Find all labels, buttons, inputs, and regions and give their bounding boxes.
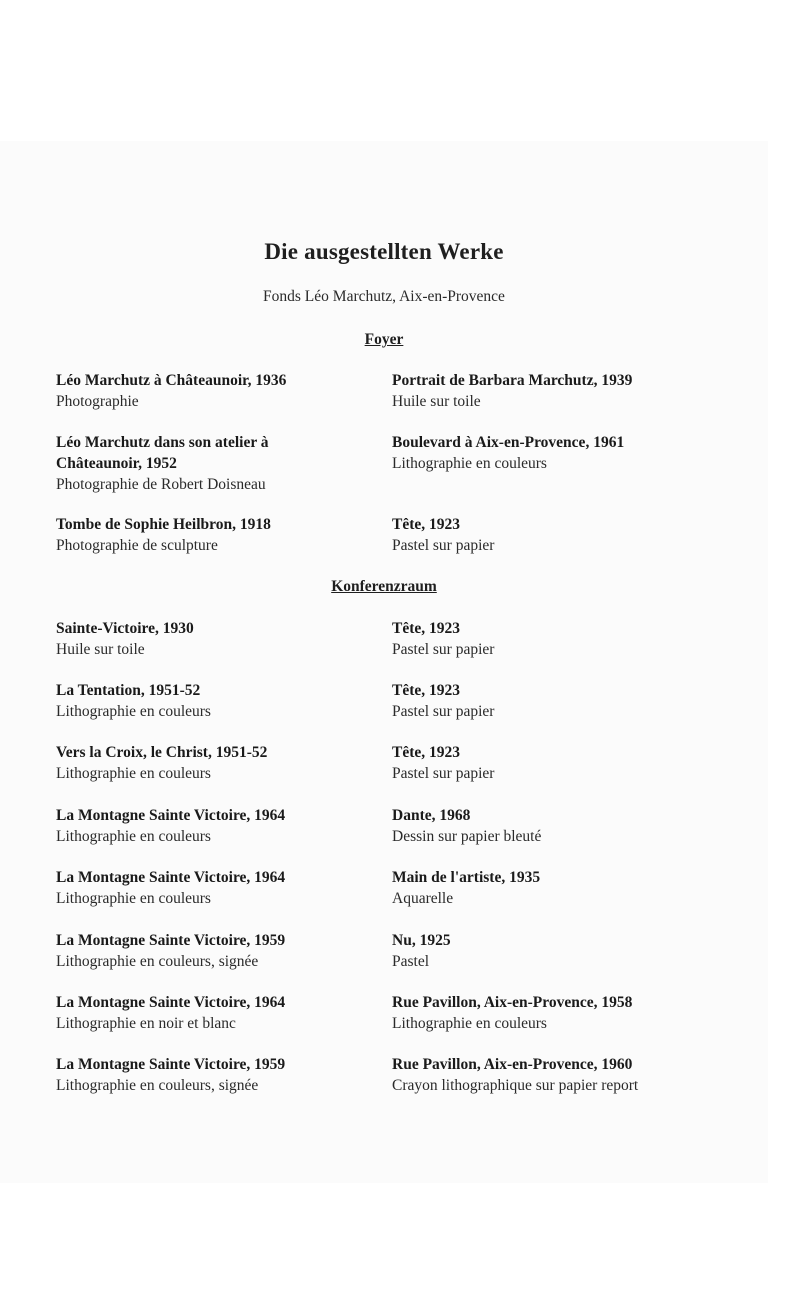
artwork-entry: [56, 992, 356, 1034]
artwork-medium: Pastel sur papier: [392, 765, 495, 782]
artwork-title: Portrait de Barbara Marchutz, 1939: [392, 372, 633, 389]
artwork-title: Tête, 1923: [392, 682, 461, 699]
artwork-title: Tête, 1923: [392, 744, 461, 761]
artwork-title: La Tentation, 1951-52: [56, 682, 201, 699]
artwork-medium: Photographie de Robert Doisneau: [56, 476, 266, 493]
artwork-entry: [56, 680, 356, 722]
page-subtitle: Fonds Léo Marchutz, Aix-en-Provence: [263, 288, 505, 305]
artwork-title: Rue Pavillon, Aix-en-Provence, 1960: [392, 1056, 633, 1073]
document-page: [0, 141, 768, 1183]
artwork-entry: [56, 618, 356, 660]
artwork-medium: Pastel sur papier: [392, 641, 495, 658]
artwork-entry: [392, 514, 722, 556]
artwork-medium: Pastel sur papier: [392, 703, 495, 720]
artwork-medium: Pastel: [392, 953, 430, 970]
artwork-title: La Montagne Sainte Victoire, 1964: [56, 994, 286, 1011]
artwork-medium: Huile sur toile: [56, 641, 145, 658]
artwork-entry: [392, 432, 722, 474]
artwork-entry: [392, 742, 722, 784]
section-heading-konferenzraum: Konferenzraum: [331, 578, 437, 595]
artwork-medium: Pastel sur papier: [392, 537, 495, 554]
artwork-entry: [392, 867, 722, 909]
artwork-title: Main de l'artiste, 1935: [392, 869, 541, 886]
artwork-medium: Lithographie en noir et blanc: [56, 1015, 236, 1032]
artwork-entry: [392, 805, 722, 847]
artwork-title: La Montagne Sainte Victoire, 1959: [56, 932, 286, 949]
artwork-entry: [56, 514, 356, 556]
artwork-title: Sainte-Victoire, 1930: [56, 620, 194, 637]
artwork-entry: [392, 1054, 722, 1096]
artwork-title: Tombe de Sophie Heilbron, 1918: [56, 516, 271, 533]
artwork-title: Léo Marchutz à Châteaunoir, 1936: [56, 372, 287, 389]
artwork-title: Tête, 1923: [392, 516, 461, 533]
artwork-title: Dante, 1968: [392, 807, 471, 824]
artwork-title: La Montagne Sainte Victoire, 1964: [56, 807, 286, 824]
artwork-entry: [392, 992, 722, 1034]
artwork-medium: Huile sur toile: [392, 393, 481, 410]
artwork-title: Tête, 1923: [392, 620, 461, 637]
artwork-title: Léo Marchutz dans son atelier à Châteaunoir, 1952: [56, 434, 269, 472]
artwork-medium: Lithographie en couleurs, signée: [56, 953, 259, 970]
artwork-medium: Lithographie en couleurs: [56, 890, 211, 907]
artwork-medium: Lithographie en couleurs: [392, 455, 547, 472]
artwork-entry: [56, 867, 356, 909]
artwork-entry: [56, 930, 356, 972]
section-heading-foyer: Foyer: [364, 331, 404, 348]
artwork-entry: [56, 370, 356, 412]
artwork-title: La Montagne Sainte Victoire, 1959: [56, 1056, 286, 1073]
artwork-entry: [56, 742, 356, 784]
artwork-entry: [56, 1054, 356, 1096]
artwork-title: Boulevard à Aix-en-Provence, 1961: [392, 434, 625, 451]
artwork-medium: Lithographie en couleurs: [56, 703, 211, 720]
page-title: Die ausgestellten Werke: [264, 239, 504, 264]
artwork-medium: Aquarelle: [392, 890, 454, 907]
artwork-medium: Lithographie en couleurs: [56, 828, 211, 845]
artwork-title: Rue Pavillon, Aix-en-Provence, 1958: [392, 994, 633, 1011]
artwork-entry: [56, 432, 318, 495]
artwork-entry: [56, 805, 356, 847]
artwork-medium: Lithographie en couleurs: [392, 1015, 547, 1032]
artwork-medium: Photographie: [56, 393, 139, 410]
artwork-medium: Lithographie en couleurs, signée: [56, 1077, 259, 1094]
artwork-entry: [392, 370, 722, 412]
artwork-entry: [392, 618, 722, 660]
artwork-title: La Montagne Sainte Victoire, 1964: [56, 869, 286, 886]
artwork-medium: Lithographie en couleurs: [56, 765, 211, 782]
artwork-medium: Dessin sur papier bleuté: [392, 828, 542, 845]
artwork-entry: [392, 680, 722, 722]
artwork-title: Vers la Croix, le Christ, 1951-52: [56, 744, 268, 761]
artwork-entry: [392, 930, 722, 972]
artwork-medium: Photographie de sculpture: [56, 537, 218, 554]
artwork-title: Nu, 1925: [392, 932, 451, 949]
artwork-medium: Crayon lithographique sur papier report: [392, 1077, 639, 1094]
